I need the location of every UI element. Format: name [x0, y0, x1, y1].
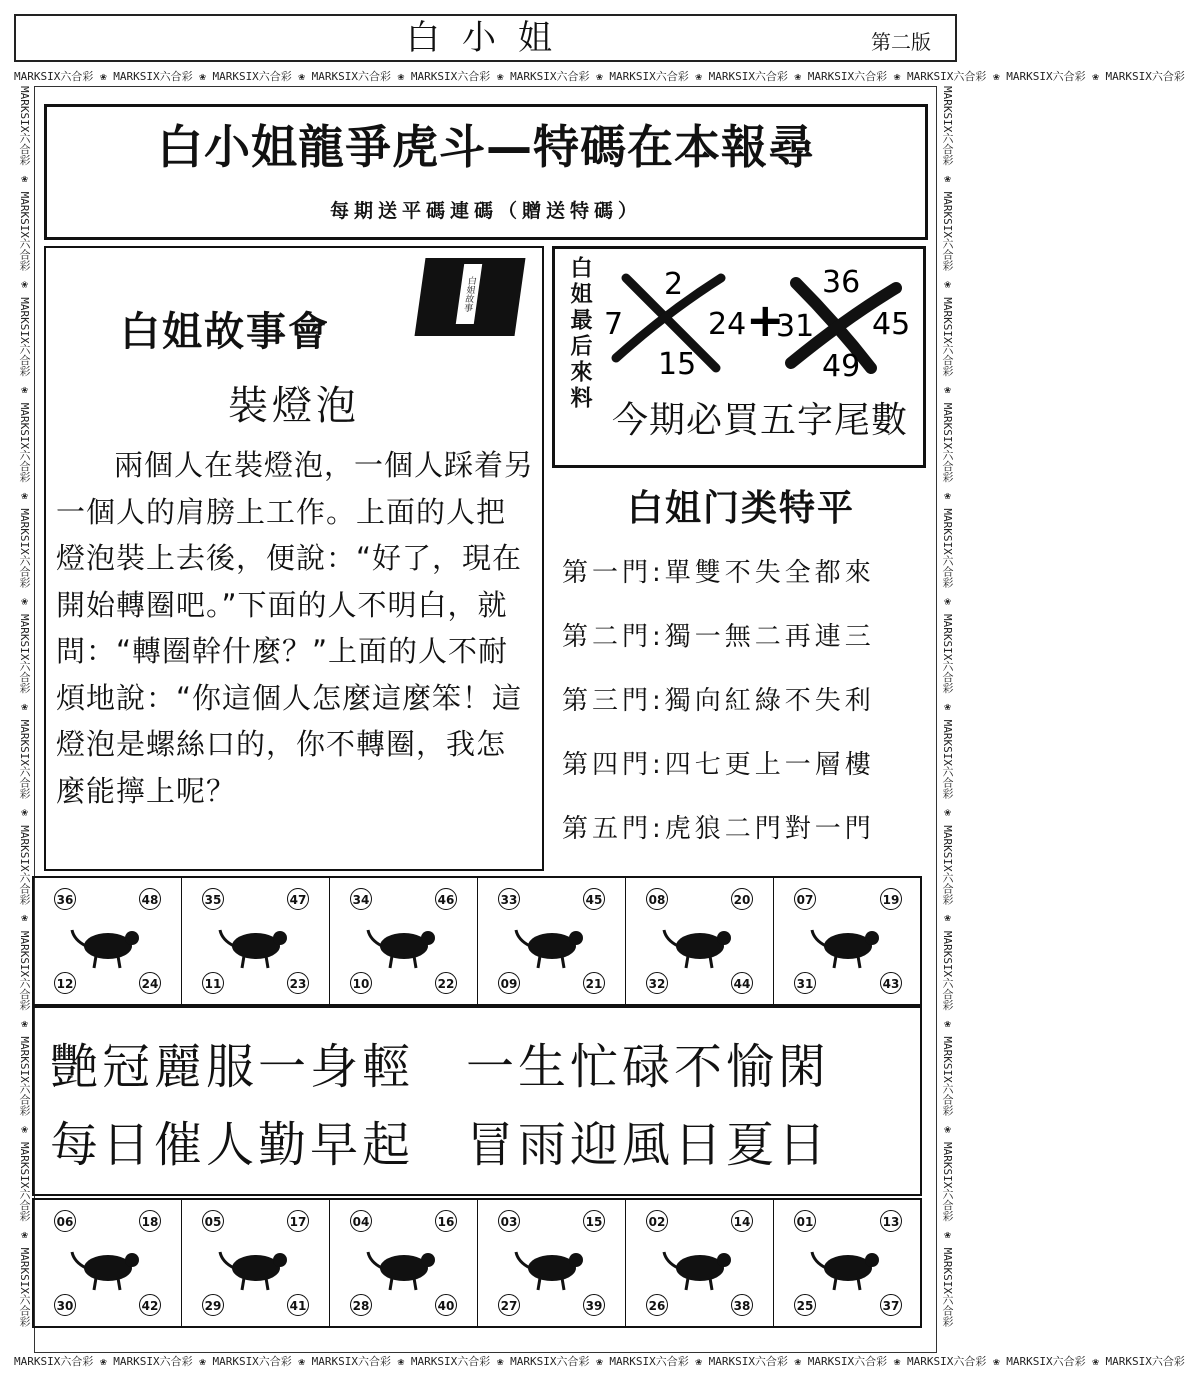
zodiac-cell-snake: [774, 878, 922, 1004]
zodiac-number: 46: [435, 888, 457, 910]
zodiac-number: 05: [202, 1210, 224, 1232]
zodiac-strip-bottom: [32, 1198, 922, 1328]
zodiac-number: 41: [287, 1294, 309, 1316]
zodiac-cell-ox: [182, 878, 330, 1004]
gate-row: 第一門:單雙不失全都來: [562, 558, 875, 588]
zodiac-number: 38: [731, 1294, 753, 1316]
zodiac-cell-tiger: [330, 878, 478, 1004]
gate-row: 第五門:虎狼二門對一門: [562, 814, 875, 844]
hint-number: 2: [664, 267, 684, 302]
hint-number: 31: [776, 309, 815, 344]
gate-text: 四七更上一層樓: [664, 750, 875, 780]
hint-number: 36: [822, 265, 861, 300]
gate-label: 第四門: [562, 750, 653, 780]
zodiac-number: 10: [350, 972, 372, 994]
zodiac-number: 36: [54, 888, 76, 910]
subline: 每期送平碼連碼（贈送特碼）: [329, 200, 642, 222]
gate-label: 第二門: [562, 622, 653, 652]
gate-label: 第三門: [562, 686, 653, 716]
edition-label: 第二版: [871, 30, 931, 54]
gate-text: 單雙不失全都來: [664, 558, 875, 588]
zodiac-cell-dog: [626, 1200, 774, 1326]
zodiac-number: 18: [139, 1210, 161, 1232]
snake-icon: [808, 908, 888, 974]
hint-number: 7: [604, 307, 624, 342]
hint-number: 15: [658, 347, 697, 382]
goat-icon: [216, 1230, 296, 1296]
tiger-icon: [364, 908, 444, 974]
border-text-top: MARKSIX六合彩 ❀ MARKSIX六合彩 ❀ MARKSIX六合彩 ❀ MARKSIX六合彩 ❀ MARKSIX六合彩 ❀ MARKSIX六合彩 ❀ MARKSIX六合彩 ❀ MARKSIX六合彩 ❀ MARKSIX六合彩 ❀ MARKSIX六合彩 ❀ MARKSIX六合彩 ❀ MARKSIX六合彩: [14, 70, 1185, 83]
monkey-icon: [364, 1230, 444, 1296]
zodiac-cell-rabbit: [478, 878, 626, 1004]
hint-label: 白姐最后來料: [567, 256, 592, 412]
rabbit-icon: [512, 908, 592, 974]
zodiac-number: 09: [498, 972, 520, 994]
hint-number: 24: [708, 307, 747, 342]
border-text-bottom: MARKSIX六合彩 ❀ MARKSIX六合彩 ❀ MARKSIX六合彩 ❀ MARKSIX六合彩 ❀ MARKSIX六合彩 ❀ MARKSIX六合彩 ❀ MARKSIX六合彩 ❀ MARKSIX六合彩 ❀ MARKSIX六合彩 ❀ MARKSIX六合彩 ❀ MARKSIX六合彩 ❀ MARKSIX六合彩: [14, 1355, 1185, 1368]
zodiac-number: 13: [880, 1210, 902, 1232]
zodiac-number: 47: [287, 888, 309, 910]
story-text: 兩個人在裝燈泡，一個人踩着另一個人的肩膀上工作。上面的人把燈泡裝上去後，便說：“好了，現在開始轉圈吧。”下面的人不明白，就問：“轉圈幹什麼？”上面的人不耐煩地說：“你這個人怎麼這麼笨！這燈泡是螺絲口的，你不轉圈，我怎麼能擰上呢？: [56, 448, 535, 808]
zodiac-number: 40: [435, 1294, 457, 1316]
rooster-icon: [512, 1230, 592, 1296]
zodiac-cell-pig: [774, 1200, 922, 1326]
zodiac-number: 39: [583, 1294, 605, 1316]
zodiac-number: 24: [139, 972, 161, 994]
zodiac-number: 03: [498, 1210, 520, 1232]
zodiac-cell-rat: [34, 878, 182, 1004]
gate-row: 第三門:獨向紅綠不失利: [562, 686, 875, 716]
hint-caption: 今期必買五字尾數: [611, 400, 908, 441]
zodiac-number: 12: [54, 972, 76, 994]
gate-row: 第二門:獨一無二再連三: [562, 622, 875, 652]
gate-label: 第五門: [562, 814, 653, 844]
zodiac-number: 17: [287, 1210, 309, 1232]
zodiac-number: 25: [794, 1294, 816, 1316]
plus-sign: +: [746, 293, 785, 347]
gate-text: 獨向紅綠不失利: [664, 686, 875, 716]
zodiac-number: 11: [202, 972, 224, 994]
zodiac-number: 27: [498, 1294, 520, 1316]
gate-label: 第一門: [562, 558, 653, 588]
story-section-header: 白姐故事會: [120, 309, 330, 355]
zodiac-number: 37: [880, 1294, 902, 1316]
gate-text: 獨一無二再連三: [664, 622, 875, 652]
zodiac-number: 42: [139, 1294, 161, 1316]
zodiac-number: 01: [794, 1210, 816, 1232]
hint-number: 49: [822, 349, 861, 384]
poem-line: 每日催人勤早起 冒雨迎風日夏日: [50, 1117, 831, 1173]
zodiac-number: 22: [435, 972, 457, 994]
ox-icon: [216, 908, 296, 974]
dragon-icon: [660, 908, 740, 974]
zodiac-number: 32: [646, 972, 668, 994]
zodiac-number: 35: [202, 888, 224, 910]
zodiac-number: 33: [498, 888, 520, 910]
border-text-right: MARKSIX六合彩 ❀ MARKSIX六合彩 ❀ MARKSIX六合彩 ❀ MARKSIX六合彩 ❀ MARKSIX六合彩 ❀ MARKSIX六合彩 ❀ MARKSIX六合彩 ❀ MARKSIX六合彩 ❀ MARKSIX六合彩 ❀ MARKSIX六合彩 ❀ MARKSIX六合彩 ❀ MARKSIX六合彩: [941, 86, 954, 1327]
gate-text: 虎狼二門對一門: [664, 814, 875, 844]
zodiac-number: 26: [646, 1294, 668, 1316]
zodiac-number: 19: [880, 888, 902, 910]
zodiac-number: 06: [54, 1210, 76, 1232]
border-text-left: MARKSIX六合彩 ❀ MARKSIX六合彩 ❀ MARKSIX六合彩 ❀ MARKSIX六合彩 ❀ MARKSIX六合彩 ❀ MARKSIX六合彩 ❀ MARKSIX六合彩 ❀ MARKSIX六合彩 ❀ MARKSIX六合彩 ❀ MARKSIX六合彩 ❀ MARKSIX六合彩 ❀ MARKSIX六合彩: [18, 86, 31, 1327]
zodiac-number: 15: [583, 1210, 605, 1232]
zodiac-number: 08: [646, 888, 668, 910]
rat-icon: [68, 908, 148, 974]
gates-title: 白姐门类特平: [626, 488, 855, 529]
book-label: 白姐故事: [456, 264, 482, 324]
zodiac-number: 45: [583, 888, 605, 910]
zodiac-cell-rooster: [478, 1200, 626, 1326]
zodiac-number: 30: [54, 1294, 76, 1316]
headline: 白小姐龍爭虎斗—特碼在本報尋: [157, 120, 815, 174]
zodiac-cell-goat: [182, 1200, 330, 1326]
zodiac-cell-dragon: [626, 878, 774, 1004]
pig-icon: [808, 1230, 888, 1296]
zodiac-number: 21: [583, 972, 605, 994]
zodiac-number: 23: [287, 972, 309, 994]
zodiac-number: 28: [350, 1294, 372, 1316]
paper-title: 白小姐: [406, 18, 574, 58]
hint-numbers-graphic: [596, 258, 922, 382]
zodiac-number: 29: [202, 1294, 224, 1316]
zodiac-number: 31: [794, 972, 816, 994]
zodiac-strip-top: [32, 876, 922, 1006]
hint-number: 45: [872, 307, 911, 342]
horse-icon: [68, 1230, 148, 1296]
zodiac-number: 04: [350, 1210, 372, 1232]
dog-icon: [660, 1230, 740, 1296]
zodiac-cell-monkey: [330, 1200, 478, 1326]
zodiac-number: 16: [435, 1210, 457, 1232]
zodiac-number: 34: [350, 888, 372, 910]
poem-line: 艷冠麗服一身輕 一生忙碌不愉閑: [50, 1039, 831, 1095]
zodiac-number: 14: [731, 1210, 753, 1232]
zodiac-number: 44: [731, 972, 753, 994]
zodiac-cell-horse: [34, 1200, 182, 1326]
zodiac-number: 43: [880, 972, 902, 994]
zodiac-number: 20: [731, 888, 753, 910]
zodiac-number: 48: [139, 888, 161, 910]
zodiac-number: 07: [794, 888, 816, 910]
gate-row: 第四門:四七更上一層樓: [562, 750, 875, 780]
story-title: 裝燈泡: [228, 383, 360, 429]
zodiac-number: 02: [646, 1210, 668, 1232]
